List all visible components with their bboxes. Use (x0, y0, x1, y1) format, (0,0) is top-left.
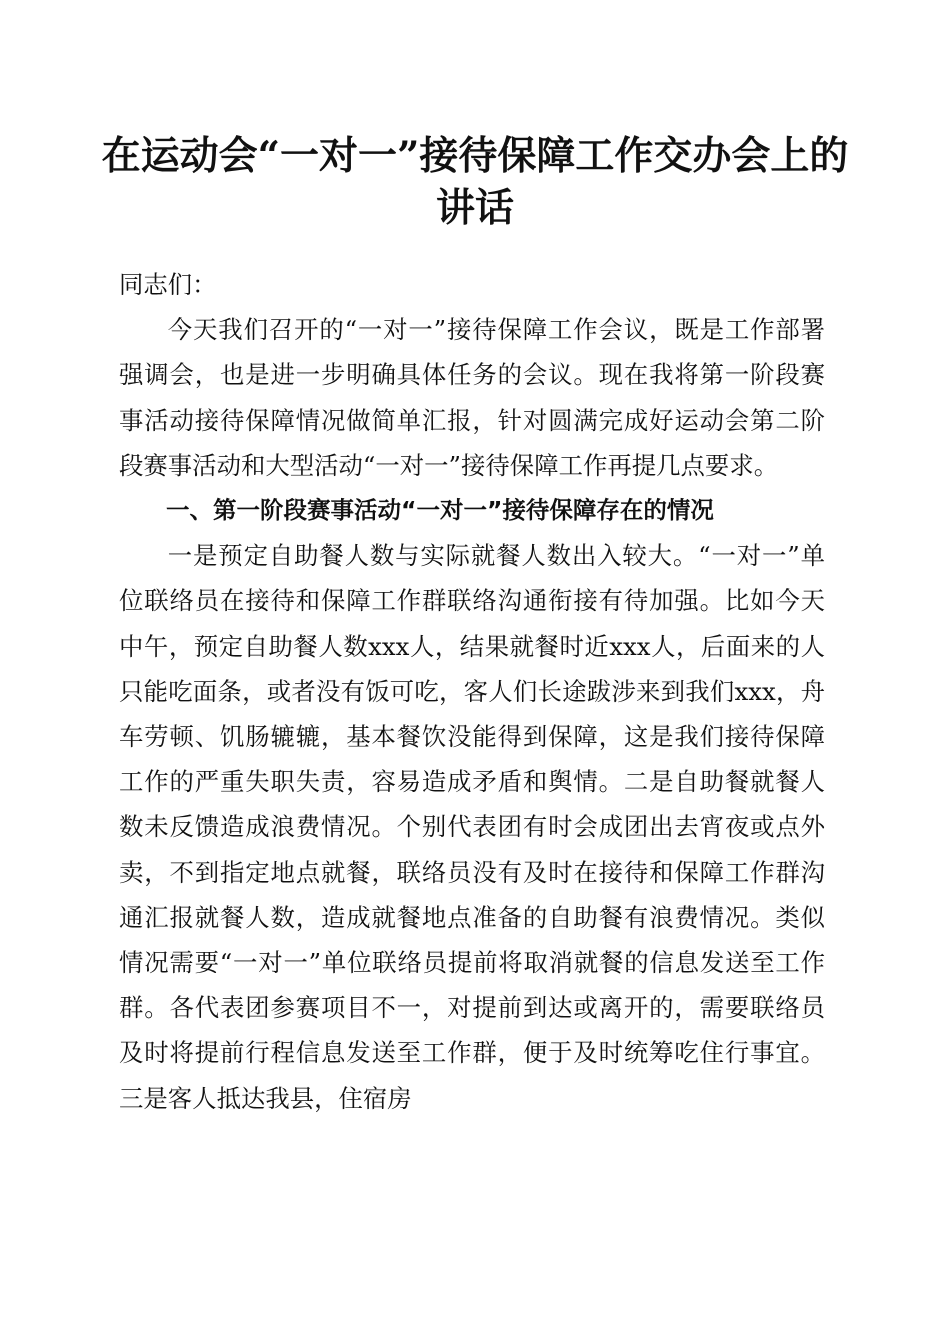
section-1-paragraph: 一是预定自助餐人数与实际就餐人数出入较大。“一对一”单位联络员在接待和保障工作群联络沟通衔接有待加强。比如今天中午，预定自助餐人数xxx人，结果就餐时近xxx人，后面来的人只能吃面条，或者没有饭可吃，客人们长途跋涉来到我们xxx，舟车劳顿、饥肠辘辘，基本餐饮没能得到保障，这是我们接待保障工作的严重失职失责，容易造成矛盾和舆情。二是自助餐就餐人数未反馈造成浪费情况。个别代表团有时会成团出去宵夜或点外卖，不到指定地点就餐，联络员没有及时在接待和保障工作群沟通汇报就餐人数，造成就餐地点准备的自助餐有浪费情况。类似情况需要“一对一”单位联络员提前将取消就餐的信息发送至工作群。各代表团参赛项目不一，对提前到达或离开的，需要联络员及时将提前行程信息发送至工作群，便于及时统筹吃住行事宜。三是客人抵达我县，住宿房 (119, 541, 825, 1113)
intro-paragraph: 今天我们召开的“一对一”接待保障工作会议，既是工作部署强调会，也是进一步明确具体任务的会议。现在我将第一阶段赛事活动接待保障情况做简单汇报，针对圆满完成好运动会第二阶段赛事活动和大型活动“一对一”接待保障工作再提几点要求。 (119, 315, 825, 480)
title-line-2: 讲话 (435, 185, 514, 231)
section-heading-1: 一、第一阶段赛事活动“一对一”接待保障存在的情况 (166, 496, 714, 525)
document-title (100, 130, 850, 234)
salutation: 同志们： (119, 270, 217, 299)
title-line-1: 在运动会“一对一”接待保障工作交办会上的 (101, 133, 849, 179)
document-body (119, 262, 825, 1121)
